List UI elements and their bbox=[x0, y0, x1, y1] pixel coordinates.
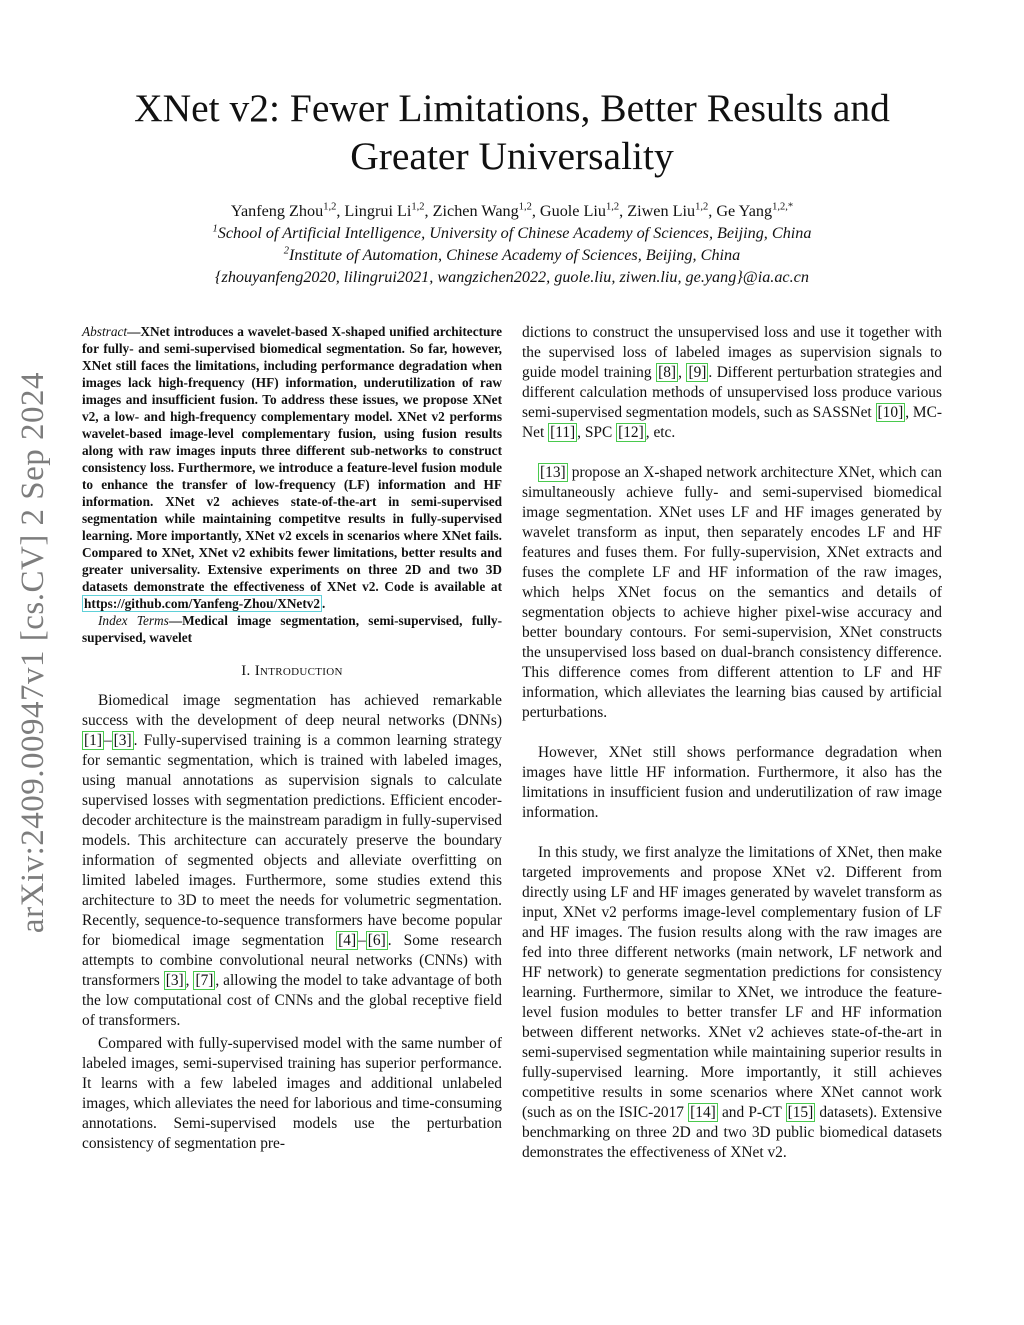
paragraph-text: , etc. bbox=[645, 424, 676, 441]
abstract-end: . bbox=[322, 596, 326, 611]
paragraph-text: . Fully-supervised training is a common learning strategy for semantic segmentation, which is trained with labeled images, using manual annotations as supervision signals to calculate supervised losses with segmentation predictions. Efficient encoder-decoder architecture is the mainstream paradigm in fully-supervised models. This architecture can accurately preserve the boundary information of segmented objects and alleviate overfitting on limited labeled images. Furthermore, some studies extend this architecture to 3D to meet the needs for volumetric segmentation. Recently, sequence-to-sequence transformers have become popular for biomedical image segmentation bbox=[82, 732, 502, 949]
right-column bbox=[522, 323, 942, 1163]
abstract-text: XNet introduces a wavelet-based X-shaped unified architecture for fully- and semi-supervised biomedical segmentation. So far, however, XNet still faces the limitations, including performance degradation when images lack high-frequency (HF) information, underutilization of raw images and insufficient fusion. To address these issues, we propose XNet v2, a low- and high-frequency complementary model. XNet v2 performs wavelet-based image-level complementary fusion, using fusion results along with raw images inputs three different sub-networks to construct consistency loss. Furthermore, we introduce a feature-level fusion module to enhance the transfer of low-frequency (LF) information and HF information. XNet v2 achieves state-of-the-art in semi-supervised segmentation while maintaining competitve results in fully-supervised learning. More importantly, XNet v2 excels in scenarios where XNet fails. Compared to XNet, XNet v2 exhibits fewer limitations, better results and greater universality. Extensive experiments on three 2D and two 3D datasets demonstrate the effectiveness of XNet v2. Code is available at bbox=[82, 324, 502, 594]
author-affiliation-marker: 1,2 bbox=[411, 201, 425, 213]
paragraph-text: . Some research attempts to combine convolutional neural networks (CNNs) with transformers bbox=[82, 932, 502, 989]
affiliation-2 bbox=[90, 244, 934, 266]
paragraph-text: , SPC bbox=[577, 424, 617, 441]
paragraph-text: dictions to construct the unsupervised loss and use it together with the supervised loss of labeled images as supervision signals to guide model training bbox=[522, 324, 942, 381]
paragraph-text: , bbox=[185, 972, 194, 989]
intro-paragraph-2: Compared with fully-supervised model with the same number of labeled images, semi-supervised training has superior performance. It learns with a few labeled images and additional unlabeled images, which alleviates the need for laborious and time-consuming annotations. Semi-supervised models use the perturbation consistency of segmentation pre- bbox=[82, 1035, 502, 1152]
affiliation-marker: 1 bbox=[212, 223, 218, 235]
title-line-2: Greater Universality bbox=[350, 134, 674, 178]
affiliation-marker: 2 bbox=[283, 245, 289, 257]
index-terms-dash: — bbox=[168, 613, 183, 628]
author-separator: , bbox=[708, 202, 717, 220]
author-affiliation-marker: 1,2,* bbox=[772, 201, 794, 213]
author-emails: {zhouyanfeng2020, lilingrui2021, wangzichen2022, guole.liu, ziwen.liu, ge.yang}@ia.ac.cn bbox=[215, 268, 809, 286]
author-name: Ziwen Liu bbox=[627, 202, 696, 220]
author-separator: , bbox=[424, 202, 433, 220]
citation-link[interactable]: [6] bbox=[367, 932, 386, 949]
paragraph-text: – bbox=[358, 932, 366, 949]
citation-link[interactable]: [14] bbox=[690, 1104, 716, 1121]
author-name: Guole Liu bbox=[539, 202, 607, 220]
paragraph-text: propose an X-shaped network architecture XNet, which can simultaneously achieve fully- and semi-supervised biomedical image segmentation. XNet uses LF and HF images generated by wavelet transform as input, then separately encodes LF and HF features and fuses them. For fully-supervision, XNet extracts and fuses the complete LF and HF information of the raw images, which helps XNet focus on the semantics and details of segmentation objects to achieve higher pixel-wise accuracy and better boundary contours. For semi-supervision, XNet constructs the unsupervised loss based on dual-branch consistency difference. This difference comes from different attention to LF and HF information, which alleviates the learning bias caused by artificial perturbations. bbox=[522, 464, 942, 721]
author-affiliation-marker: 1,2 bbox=[323, 201, 337, 213]
citation-link[interactable]: [3] bbox=[165, 972, 184, 989]
author-affiliation-marker: 1,2 bbox=[518, 201, 532, 213]
affiliation-1 bbox=[90, 222, 934, 244]
paragraph-text: , allowing the model to take advantage of both the low computational cost of CNNs and the global receptive field of transformers. bbox=[82, 972, 502, 1029]
author-affiliation-marker: 1,2 bbox=[695, 201, 709, 213]
paper-title bbox=[90, 84, 934, 180]
citation-link[interactable]: [9] bbox=[688, 364, 707, 381]
citation-link[interactable]: [4] bbox=[338, 932, 357, 949]
citation-link[interactable]: [12] bbox=[618, 424, 644, 441]
intro-paragraph-4 bbox=[522, 463, 942, 723]
author-separator: , bbox=[531, 202, 540, 220]
section-name: Introduction bbox=[254, 663, 343, 679]
intro-paragraph-6 bbox=[522, 843, 942, 1163]
citation-link[interactable]: [11] bbox=[550, 424, 576, 441]
citation-link[interactable]: [1] bbox=[84, 732, 102, 749]
author-separator: , bbox=[336, 202, 345, 220]
left-column bbox=[82, 323, 502, 1154]
author-block bbox=[90, 200, 934, 288]
arxiv-identifier-stamp bbox=[14, 352, 54, 952]
paragraph-text: , MC-Net bbox=[522, 404, 942, 441]
paragraph-text: In this study, we first analyze the limitations of XNet, then make targeted improvements and propose XNet v2. Different from directly using LF and HF images generated by wavelet transform as input, XNet v2 performs image-level complementary fusion of LF and HF images. The fusion results along with the raw images are fed into three different networks (main network, LF network and HF network) to generate segmentation predictions for consistency learning. Furthermore, similar to XNet, we introduce the feature-level fusion modules to better transfer LF and HF information between different networks. XNet v2 achieves state-of-the-art in semi-supervised segmentation while maintaining superior results in fully-supervised learning. More importantly, it still achieves competitive results in some scenarios where XNet cannot work (such as on the ISIC-2017 bbox=[522, 844, 942, 1121]
intro-paragraph-5: However, XNet still shows performance degradation when images have little HF information. Furthermore, it also has the limitations in insufficient fusion and underutilization of raw image information. bbox=[522, 744, 942, 821]
author-separator: , bbox=[619, 202, 628, 220]
index-terms-text: Medical image segmentation, semi-supervised, fully-supervised, wavelet bbox=[82, 613, 502, 645]
abstract-dash: — bbox=[127, 324, 141, 339]
abstract-label: Abstract bbox=[82, 324, 128, 339]
paragraph-text: , bbox=[678, 364, 687, 381]
paragraph-text: Biomedical image segmentation has achieved remarkable success with the development of deep neural networks (DNNs) bbox=[82, 692, 502, 729]
author-name: Zichen Wang bbox=[432, 202, 519, 220]
intro-paragraph-1 bbox=[82, 691, 502, 1031]
author-name: Yanfeng Zhou bbox=[230, 202, 324, 220]
arxiv-id-text: arXiv:2409.00947v1 [cs.CV] 2 Sep 2024 bbox=[15, 371, 52, 933]
index-terms-label: Index Terms bbox=[98, 613, 169, 628]
affiliation-text: Institute of Automation, Chinese Academy of Sciences, Beijing, China bbox=[289, 246, 741, 264]
author-name: Ge Yang bbox=[716, 202, 773, 220]
citation-link[interactable]: [13] bbox=[540, 464, 566, 481]
author-affiliation-marker: 1,2 bbox=[606, 201, 620, 213]
author-list bbox=[90, 200, 934, 222]
intro-paragraph-3 bbox=[522, 323, 942, 443]
author-name: Lingrui Li bbox=[344, 202, 412, 220]
paragraph-text: and P-CT bbox=[717, 1104, 786, 1121]
section-numeral: I. bbox=[241, 663, 251, 679]
index-terms bbox=[82, 612, 502, 646]
citation-link[interactable]: [3] bbox=[113, 732, 132, 749]
paragraph-text: – bbox=[103, 732, 112, 749]
citation-link[interactable]: [8] bbox=[658, 364, 677, 381]
citation-link[interactable]: [10] bbox=[877, 404, 904, 421]
abstract bbox=[82, 323, 502, 612]
paragraph-text: datasets). Extensive benchmarking on three 2D and two 3D public biomedical datasets demonstrates the effectiveness of XNet v2. bbox=[522, 1104, 942, 1161]
affiliation-text: School of Artificial Intelligence, University of Chinese Academy of Sciences, Beijing, China bbox=[217, 224, 812, 242]
section-heading-introduction bbox=[82, 661, 502, 681]
citation-link[interactable]: [15] bbox=[787, 1104, 814, 1121]
code-repository-link[interactable]: https://github.com/Yanfeng-Zhou/XNetv2 bbox=[84, 596, 321, 611]
title-line-1: XNet v2: Fewer Limitations, Better Results and bbox=[134, 86, 890, 130]
citation-link[interactable]: [7] bbox=[195, 972, 214, 989]
paragraph-text: . Different perturbation strategies and different calculation methods of unsupervised loss produce various semi-supervised segmentation models, such as SASSNet bbox=[522, 364, 943, 421]
